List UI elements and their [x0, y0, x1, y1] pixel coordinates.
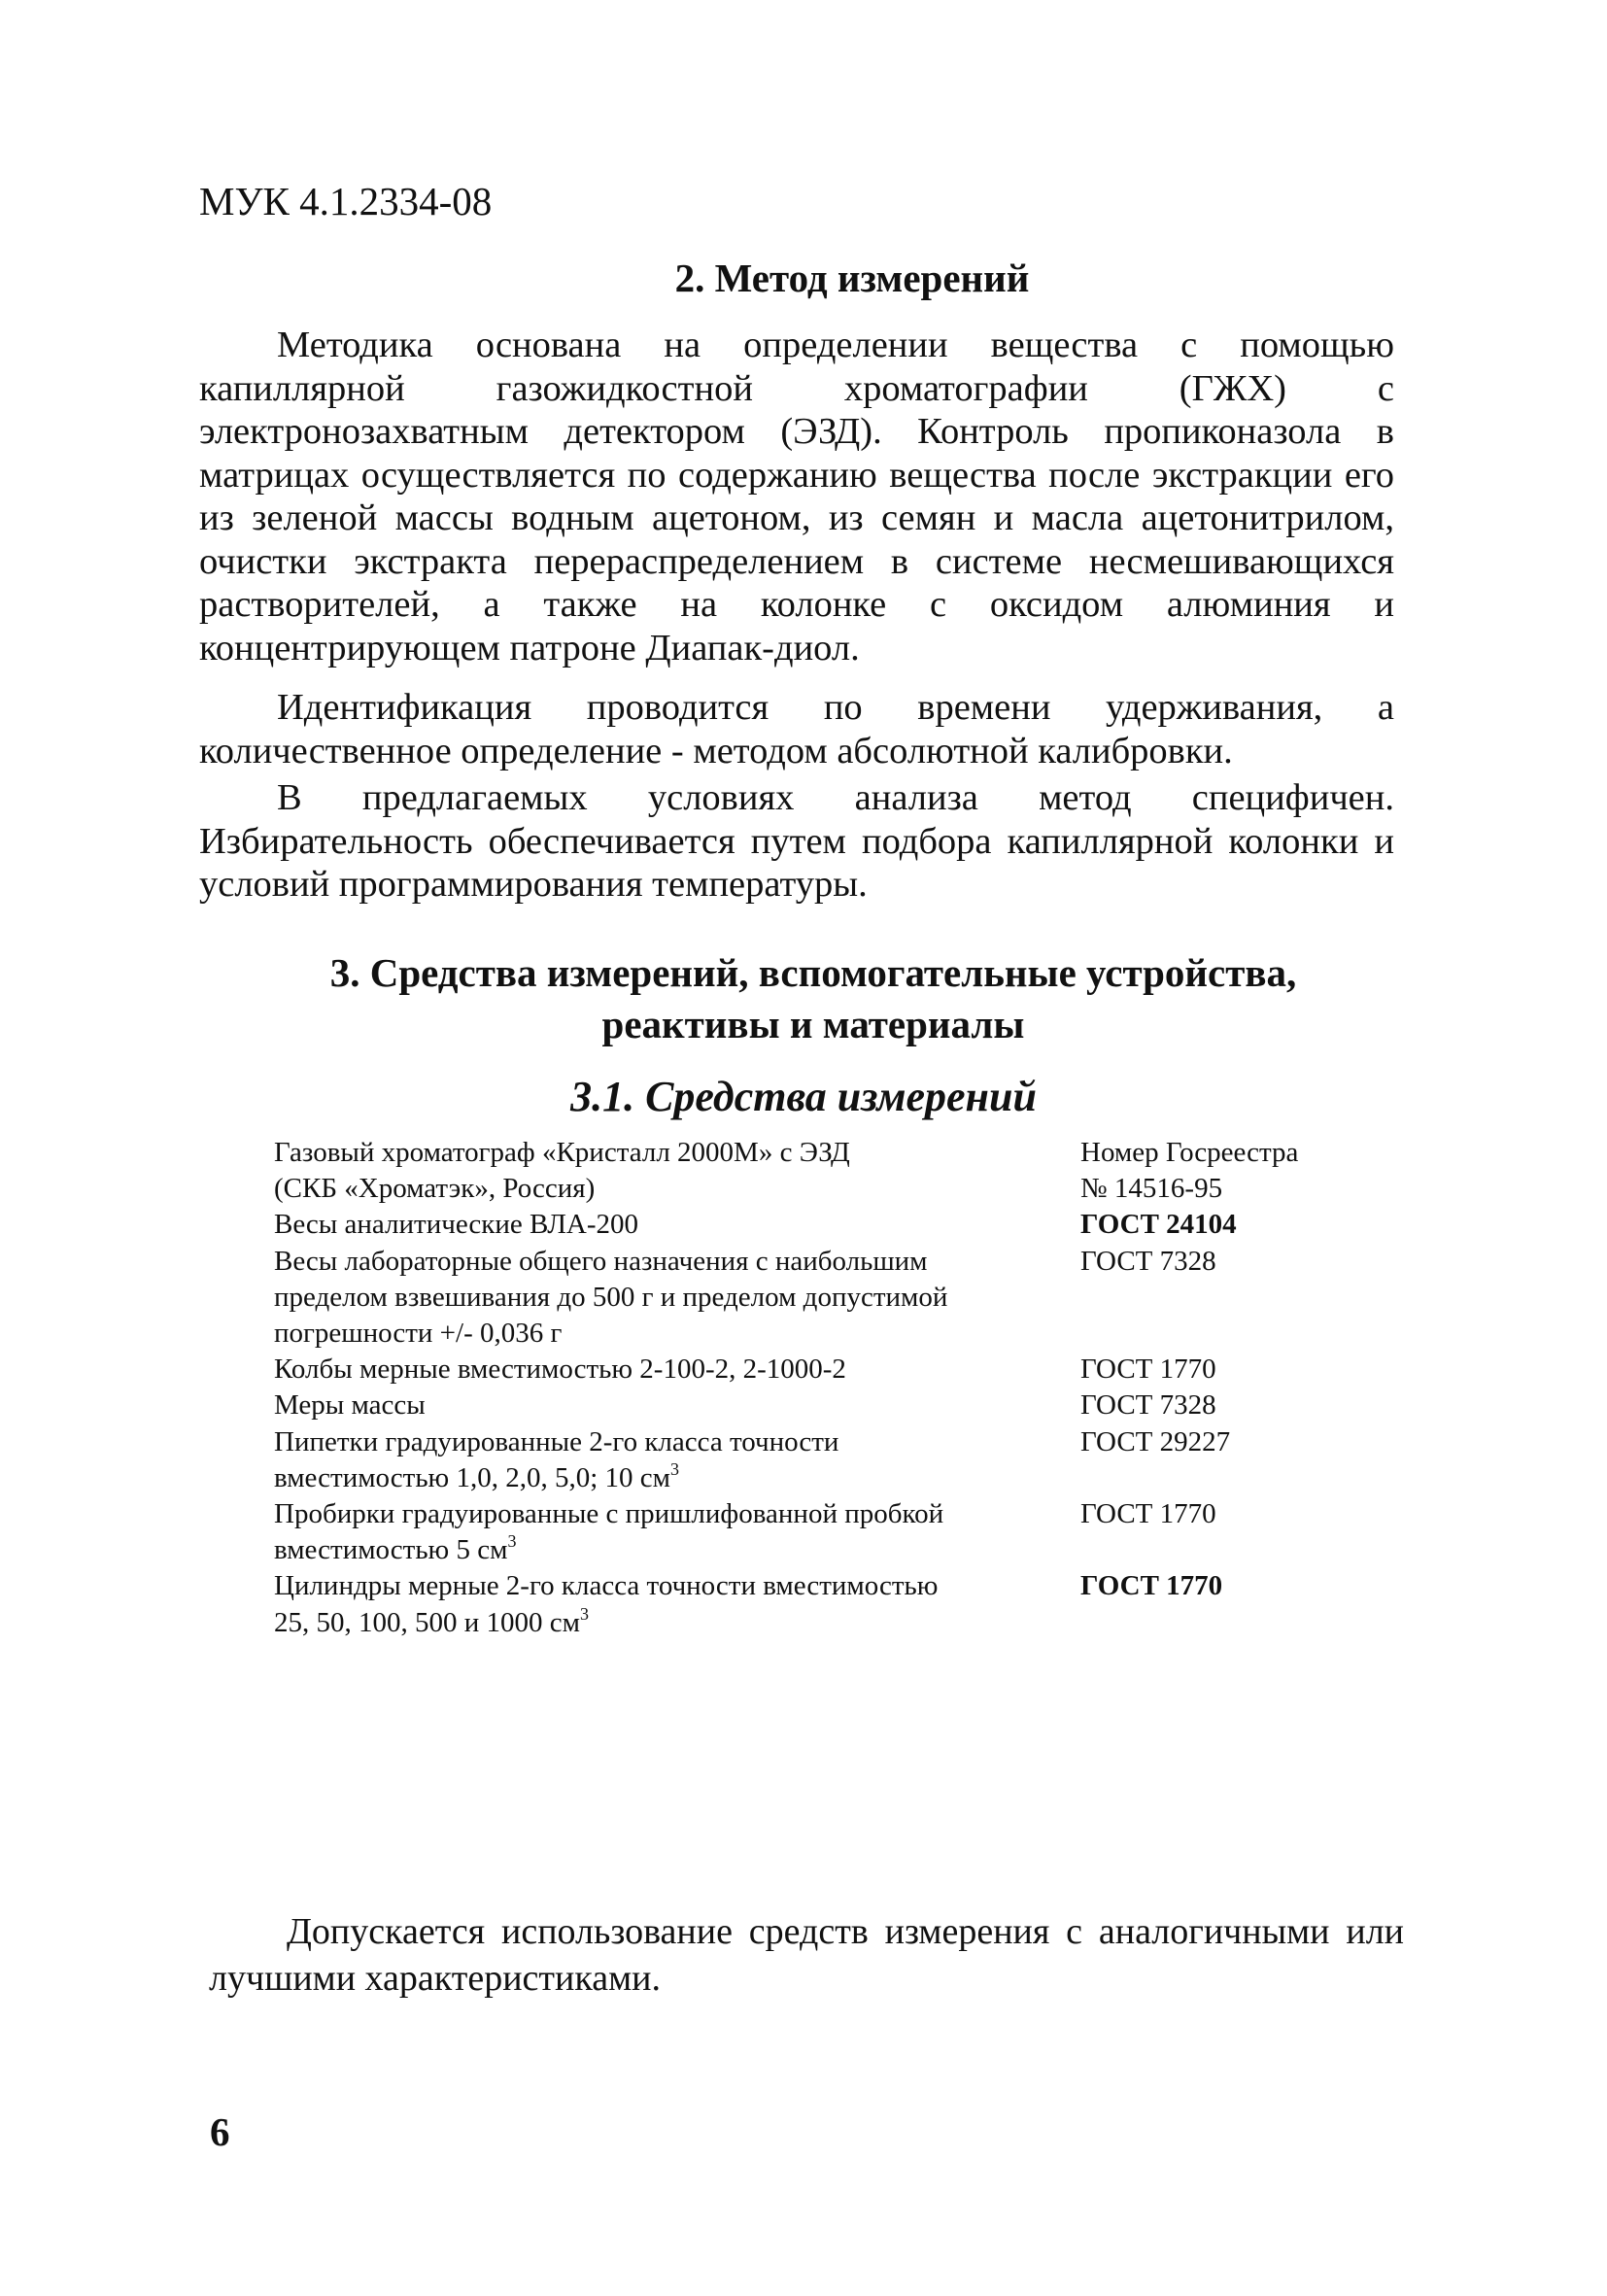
- instrument-name-continued: [274, 1458, 1042, 1494]
- page-number: 6: [210, 2109, 230, 2154]
- instrument-standard: ГОСТ 7328: [1080, 1389, 1216, 1422]
- superscript: 3: [507, 1531, 517, 1552]
- instrument-name: Колбы мерные вместимостью 2-100-2, 2-1000-2: [274, 1354, 846, 1386]
- instrument-name-continued: [274, 1531, 1042, 1566]
- instrument-name-continued: погрешности +/- 0,036 г: [274, 1318, 563, 1349]
- instrument-name: Пипетки градуированные 2-го класса точности: [274, 1425, 839, 1457]
- instrument-name-continued: [274, 1603, 1042, 1639]
- instrument-name: (СКБ «Хроматэк», Россия): [274, 1173, 596, 1205]
- instrument-standard: № 14516-95: [1080, 1173, 1223, 1205]
- instrument-name: Меры массы: [274, 1389, 426, 1422]
- section-2-paragraph-1: Методика основана на определении вещества с помощью капиллярной газожидкостной хроматографии (ГЖХ) с электронозахватным детектором (ЭЗД). Контроль пропиконазола в матрицах осуществляется по содержанию вещества после экстракции его из зеленой массы водным ацетоном, из семян и масла ацетонитрилом, очистки экстракта перераспределением в системе несмешивающихся растворителей, а также на колонке с оксидом алюминия и концентрирующем патроне Диапак-диол.: [199, 325, 1394, 668]
- subsection-3-1-title: 3.1. Средства измерений: [570, 1073, 1037, 1120]
- instrument-standard: ГОСТ 1770: [1080, 1354, 1216, 1386]
- superscript: 3: [670, 1458, 679, 1479]
- instrument-name: Весы аналитические ВЛА-200: [274, 1209, 639, 1241]
- section-3-title-line-1: 3. Средства измерений, вспомогательные устройства,: [329, 950, 1297, 995]
- instrument-name: Пробирки градуированные с пришлифованной пробкой: [274, 1498, 944, 1529]
- capacity-text: 25, 50, 100, 500 и 1000 см: [274, 1606, 580, 1638]
- instrument-standard: Номер Госреестра: [1080, 1137, 1299, 1168]
- instrument-name: Цилиндры мерные 2-го класса точности вместимостью: [274, 1570, 939, 1602]
- section-3-note: Допускается использование средств измерения с аналогичными или лучшими характеристиками.: [209, 1911, 1404, 1999]
- section-3-title-line-2: реактивы и материалы: [601, 1002, 1025, 1046]
- section-2-paragraph-3: В предлагаемых условиях анализа метод специфичен. Избирательность обеспечивается путем подбора капиллярной колонки и условий программирования температуры.: [199, 777, 1394, 905]
- section-2-title: 2. Метод измерений: [674, 256, 1030, 300]
- instrument-standard: ГОСТ 24104: [1080, 1209, 1237, 1241]
- instrument-name: Весы лабораторные общего назначения с наибольшим: [274, 1245, 928, 1277]
- instrument-name-continued: пределом взвешивания до 500 г и пределом допустимой: [274, 1281, 948, 1313]
- instrument-name: Газовый хроматограф «Кристалл 2000М» с ЭЗД: [274, 1137, 850, 1168]
- instrument-standard: ГОСТ 1770: [1080, 1570, 1223, 1602]
- instrument-standard: ГОСТ 1770: [1080, 1498, 1216, 1529]
- capacity-text: вместимостью 5 см: [274, 1534, 508, 1566]
- superscript: 3: [580, 1603, 589, 1624]
- capacity-text: вместимостью 1,0, 2,0, 5,0; 10 см: [274, 1461, 670, 1493]
- document-code: МУК 4.1.2334-08: [199, 179, 493, 223]
- instrument-standard: ГОСТ 7328: [1080, 1245, 1216, 1277]
- section-2-paragraph-2: Идентификация проводится по времени удерживания, а количественное определение - методом абсолютной калибровки.: [199, 687, 1394, 771]
- instrument-standard: ГОСТ 29227: [1080, 1425, 1231, 1457]
